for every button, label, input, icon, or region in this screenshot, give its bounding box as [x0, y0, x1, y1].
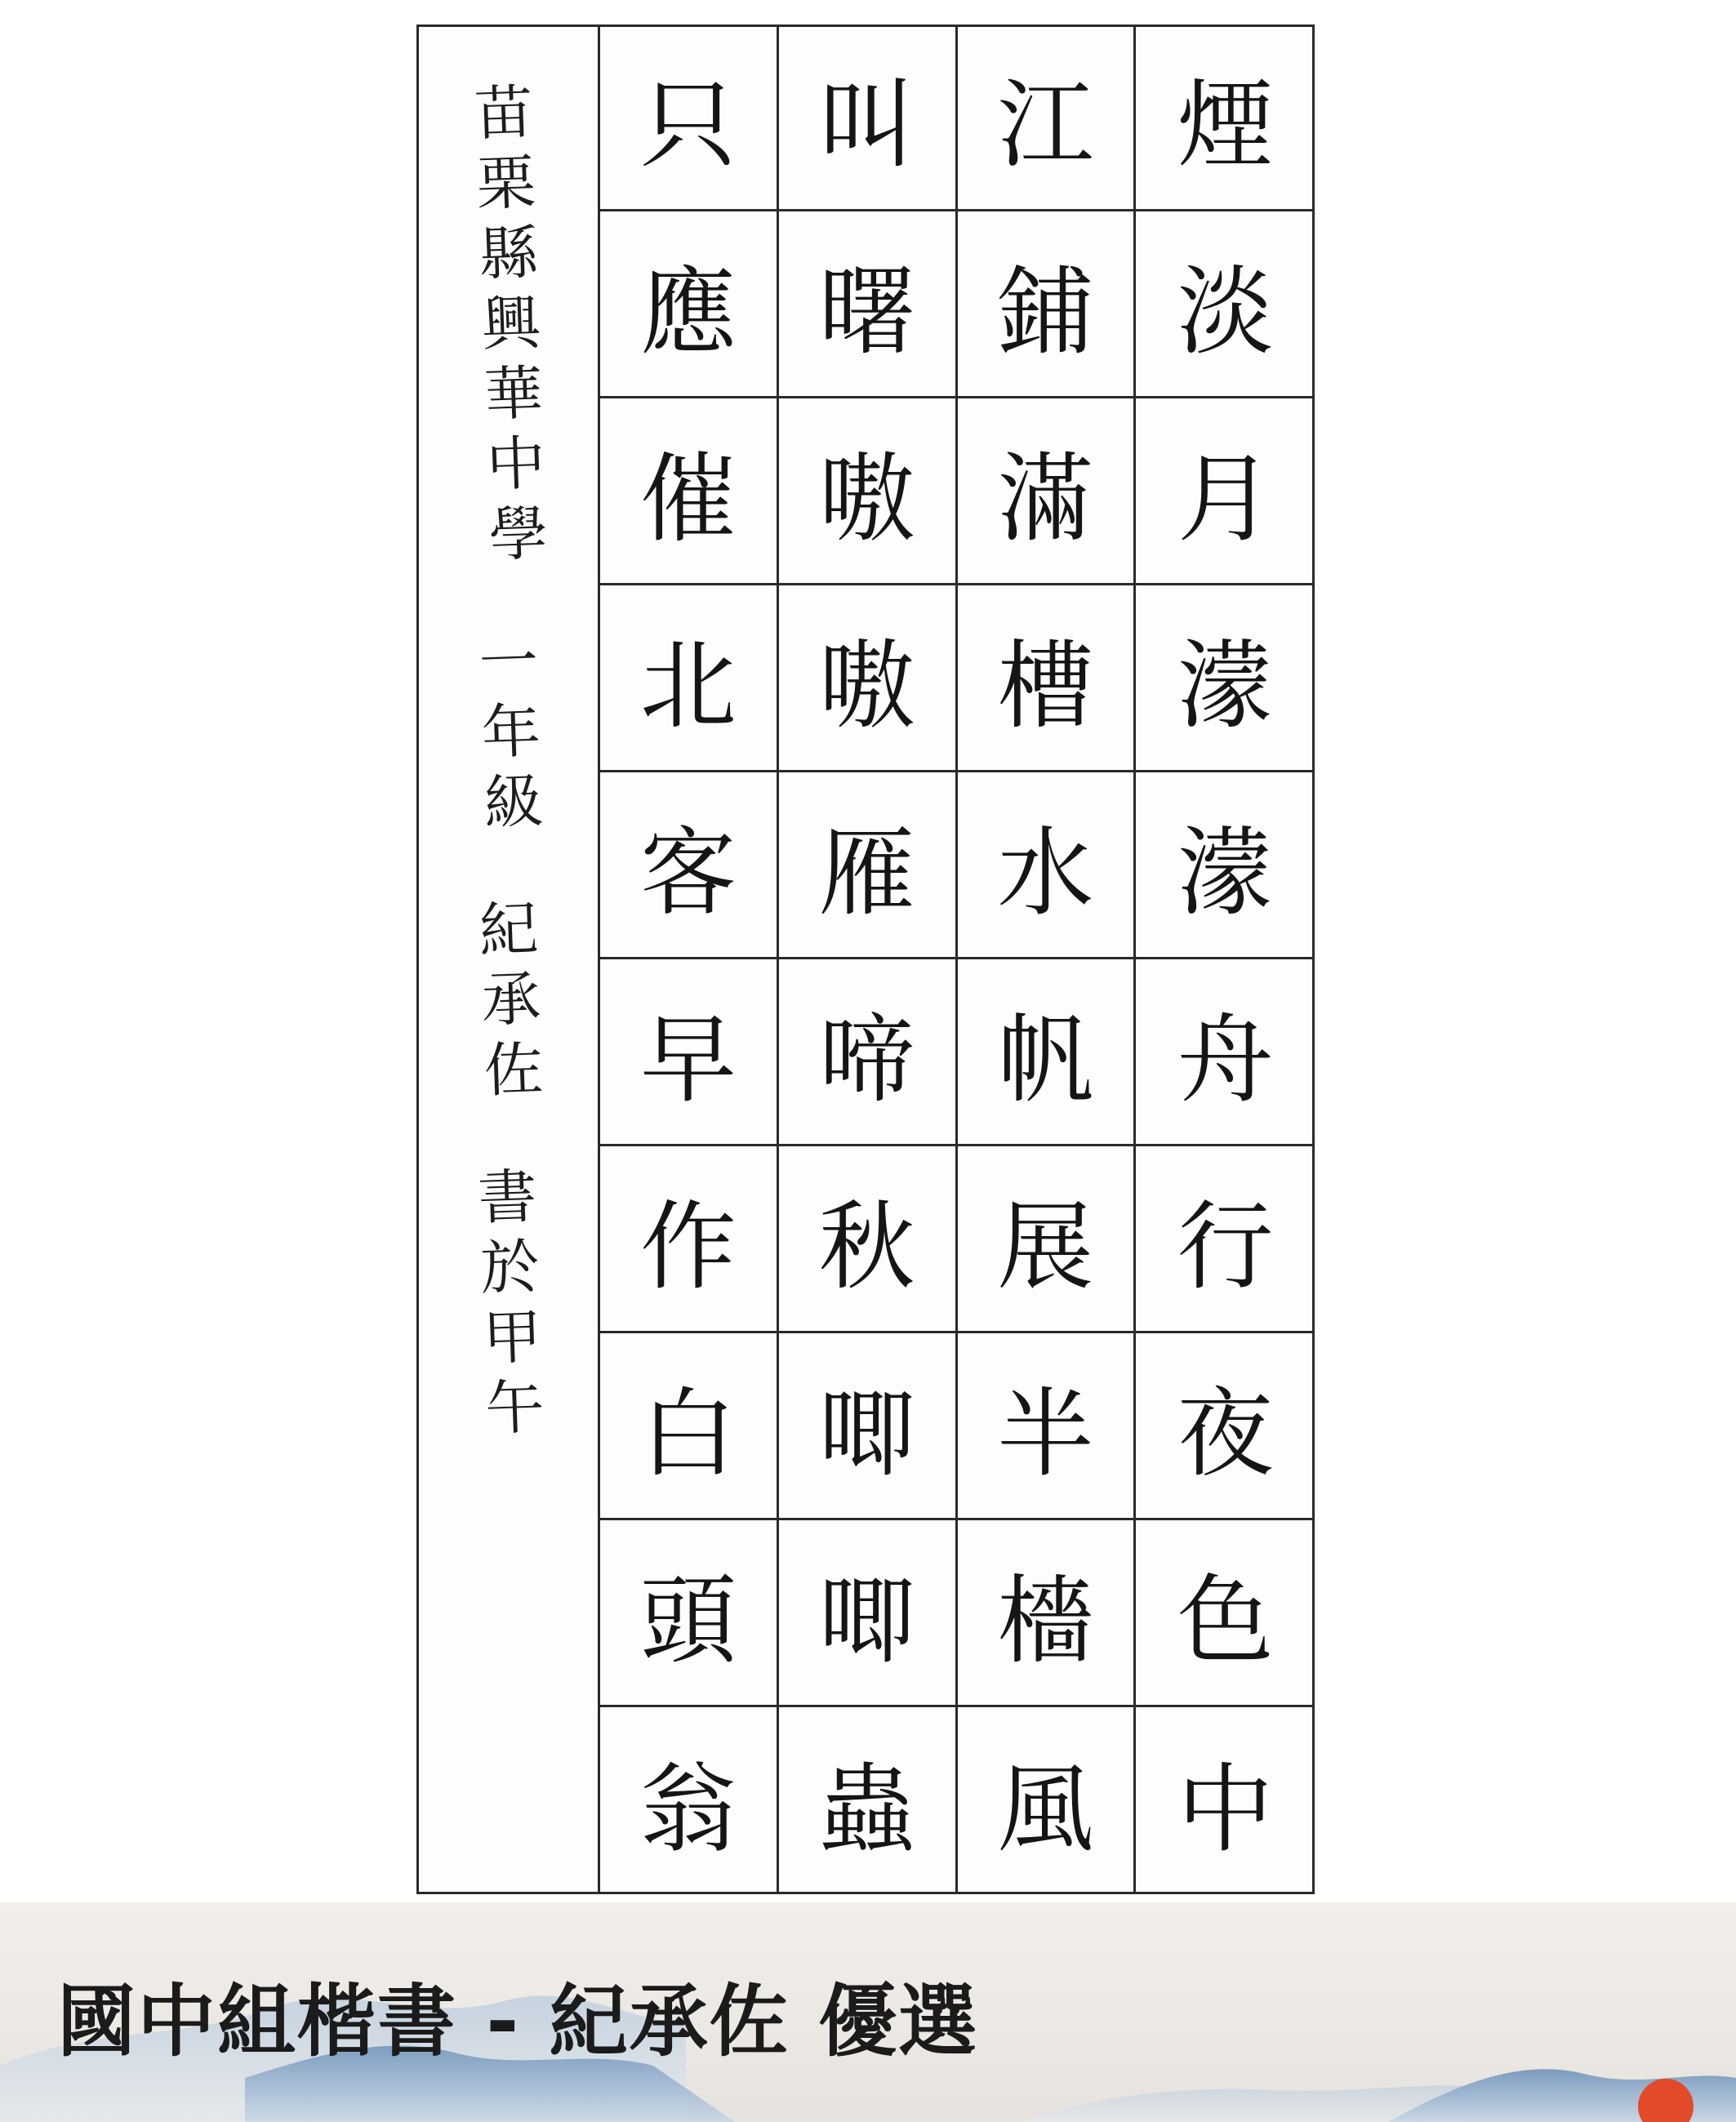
grid-cell: 客	[600, 772, 779, 959]
grid-cell: 展	[958, 1146, 1137, 1333]
character-grid	[600, 24, 1315, 1894]
grid-cell: 雁	[779, 772, 958, 959]
grid-cell: 檣	[958, 1520, 1137, 1707]
grid-cell: 淡	[1136, 211, 1315, 398]
grid-cell: 只	[600, 24, 779, 211]
grid-cell: 頭	[600, 1520, 779, 1707]
grid-cell: 嗷	[779, 585, 958, 772]
signature-date: 書於甲午	[467, 1164, 545, 1448]
grid-cell: 唧	[779, 1333, 958, 1520]
grid-cell: 煙	[1136, 24, 1315, 211]
grid-cell: 帆	[958, 959, 1137, 1146]
caption-banner	[0, 1902, 1736, 2122]
grid-cell: 濛	[1136, 772, 1315, 959]
grid-cell: 唧	[779, 1520, 958, 1707]
signature-school: 苗栗縣興華中學	[463, 80, 550, 575]
caption-title: 國中組楷書 - 紀承佐 優選	[57, 1976, 979, 2067]
grid-cell: 早	[600, 959, 779, 1146]
signature	[453, 82, 559, 1504]
grid-cell: 月	[1136, 398, 1315, 585]
grid-cell: 色	[1136, 1520, 1315, 1707]
grid-cell: 催	[600, 398, 779, 585]
grid-cell: 風	[958, 1707, 1137, 1894]
grid-cell: 舟	[1136, 959, 1315, 1146]
grid-cell: 水	[958, 772, 1137, 959]
grid-cell: 行	[1136, 1146, 1315, 1333]
grid-cell: 叫	[779, 24, 958, 211]
grid-cell: 鋪	[958, 211, 1137, 398]
grid-cell: 嗷	[779, 398, 958, 585]
grid-cell: 北	[600, 585, 779, 772]
grid-cell: 蟲	[779, 1707, 958, 1894]
grid-cell: 半	[958, 1333, 1137, 1520]
grid-cell: 滿	[958, 398, 1137, 585]
grid-cell: 翁	[600, 1707, 779, 1894]
grid-cell: 濛	[1136, 585, 1315, 772]
grid-cell: 作	[600, 1146, 779, 1333]
grid-cell: 江	[958, 24, 1137, 211]
signature-name: 紀承佐	[468, 896, 545, 1110]
grid-cell: 夜	[1136, 1333, 1315, 1520]
grid-cell: 槽	[958, 585, 1137, 772]
grid-cell: 秋	[779, 1146, 958, 1333]
signature-grade: 一年級	[468, 629, 545, 843]
grid-cell: 中	[1177, 1752, 1274, 1866]
grid-cell: 曙	[779, 211, 958, 398]
grid-cell: 白	[600, 1333, 779, 1520]
grid-cell: 啼	[779, 959, 958, 1146]
grid-cell: 應	[600, 211, 779, 398]
